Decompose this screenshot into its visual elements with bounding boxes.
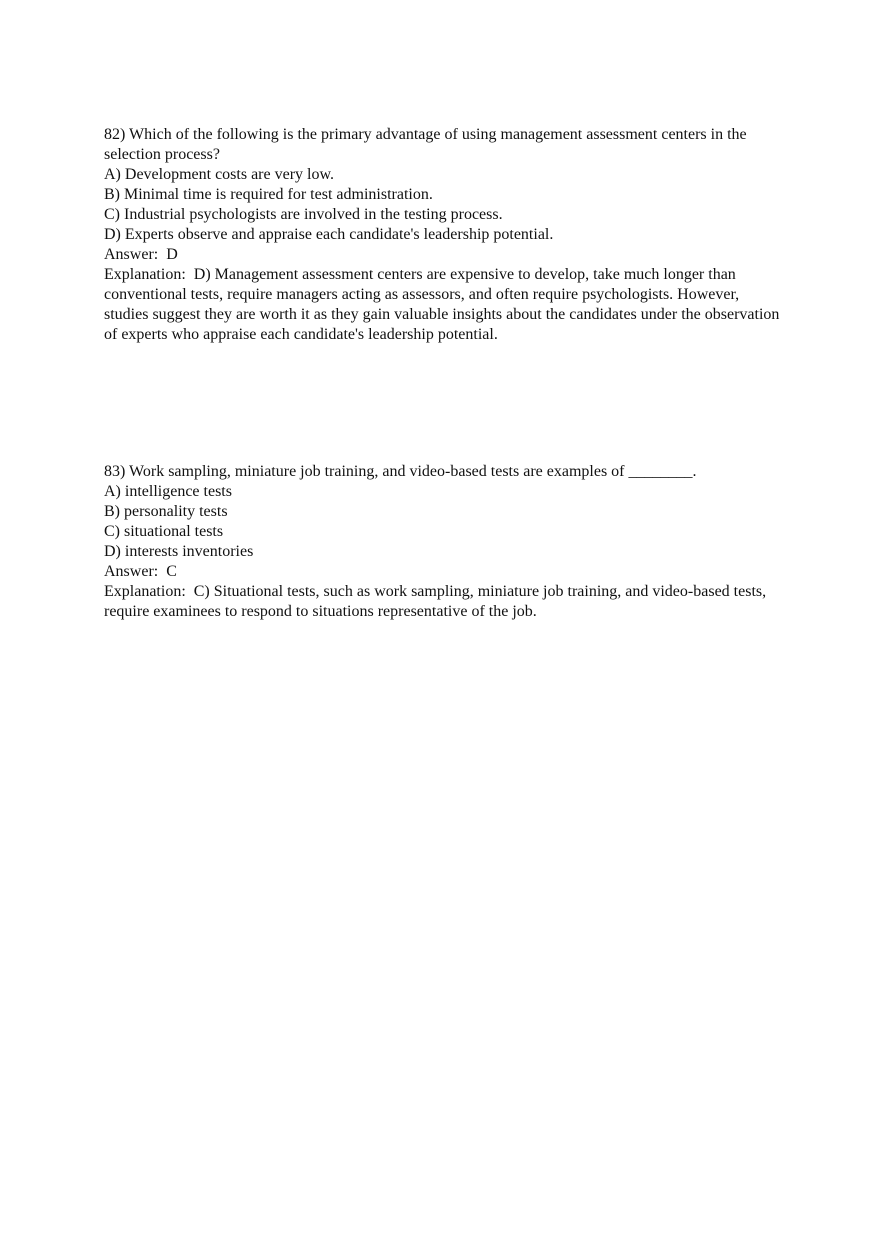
answer: Answer: D xyxy=(104,246,178,263)
option-a: A) Development costs are very low. xyxy=(104,166,334,183)
question-stem: 82) Which of the following is the primary advantage of using management assessment centers in the selection process? xyxy=(104,126,751,163)
option-a: A) intelligence tests xyxy=(104,483,232,500)
answer: Answer: C xyxy=(104,563,177,580)
question-82 xyxy=(104,125,784,345)
option-c: C) situational tests xyxy=(104,523,224,540)
option-b: B) Minimal time is required for test administration. xyxy=(104,186,433,203)
option-d: D) Experts observe and appraise each candidate's leadership potential. xyxy=(104,226,554,243)
question-stem: 83) Work sampling, miniature job training, and video-based tests are examples of ________. xyxy=(104,463,697,480)
option-c: C) Industrial psychologists are involved in the testing process. xyxy=(104,206,503,223)
option-d: D) interests inventories xyxy=(104,543,254,560)
option-b: B) personality tests xyxy=(104,503,228,520)
explanation: Explanation: D) Management assessment centers are expensive to develop, take much longer than conventional tests, require managers acting as assessors, and often require psychologists. However, studies suggest they are worth it as they gain valuable insights about the candidates under the observation of experts who appraise each candidate's leadership potential. xyxy=(104,266,784,343)
explanation: Explanation: C) Situational tests, such as work sampling, miniature job training, and video-based tests, require examinees to respond to situations representative of the job. xyxy=(104,583,771,620)
question-83 xyxy=(104,462,784,622)
